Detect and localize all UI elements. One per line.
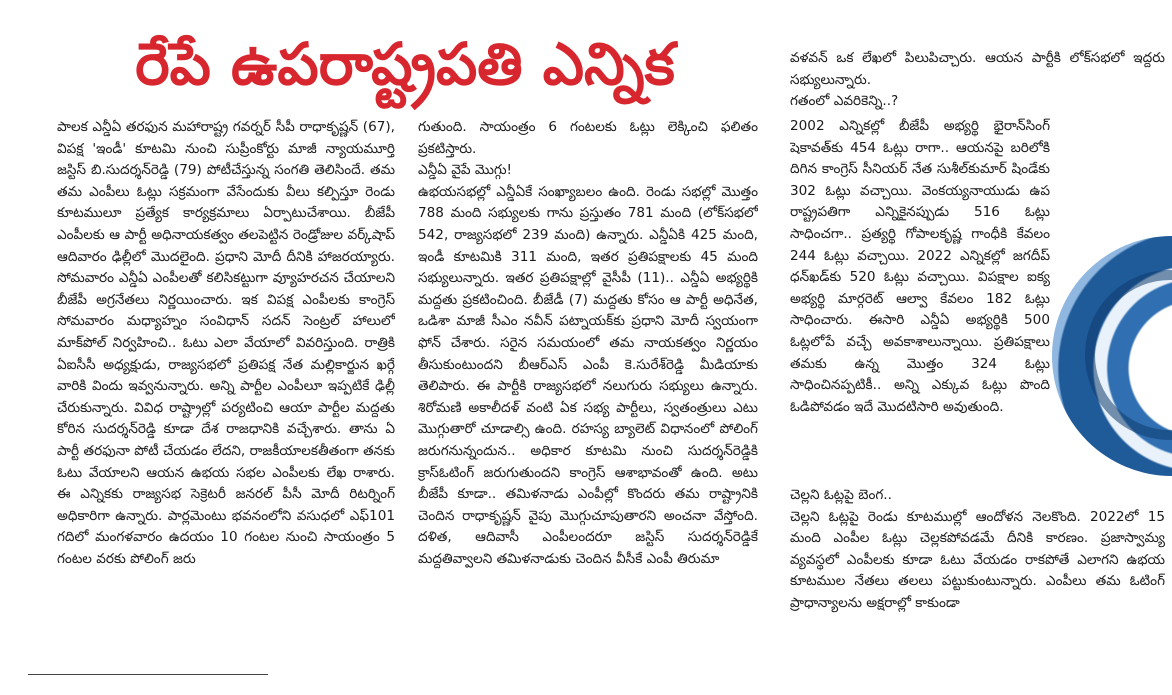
article-column-3-bottom [790, 485, 1165, 670]
subheading: చెల్లని ఓట్లపై బెంగ.. [790, 487, 892, 503]
paragraph: చెల్లని ఓట్లపై రెండు కూటముల్లో ఆందోళన నెలకొంది. 2022లో 15 మంది ఎంపీల ఓట్లు చెల్లకపోవడమే దీనికి కారణం. ప్రజాస్వామ్య వ్యవస్థలో ఎంపీలకు కూడా ఓటు వేయడం రాకపోతే ఎలాగని ఉభయ కూటముల నేతలు తలలు పట్టుకుంటున్నారు. ఎంపీలు తమ ఓటింగ్ ప్రాధాన్యాలను అక్షరాల్లో కాకుండా [790, 508, 1165, 611]
subheading: గతంలో ఎవరికెన్ని..? [790, 93, 899, 110]
article-headline: రేపే ఉపరాష్ట్రపతి ఎన్నిక [135, 30, 675, 98]
article-column-1 [57, 117, 395, 662]
divider [28, 674, 268, 675]
article-column-3-middle [790, 116, 1050, 481]
subheading: ఎన్డీఏ వైపే మొగ్గు! [418, 162, 513, 179]
paragraph: వళవన్ ఒక లేఖలో పిలుపిచ్చారు. ఆయన పార్టీకి లోక్‌సభలో ఇద్దరు సభ్యులున్నారు. [790, 50, 1165, 88]
paragraph: 2002 ఎన్నికల్లో బీజేపీ అభ్యర్థి భైరాన్‌సింగ్ షెకావత్‌కు 454 ఓట్లు రాగా.. ఆయనపై బరిలోకి దిగిన కాంగ్రెస్ సీనియర్ నేత సుశీల్‌కుమార్ షిండేకు 302 ఓట్లు వచ్చాయి. వెంకయ్యనాయుడు ఉప రాష్ట్రపతిగా ఎన్నికైనప్పుడు 516 ఓట్లు సాధించగా.. ప్రత్యర్థి గోపాలకృష్ణ గాంధీకి కేవలం 244 ఓట్లు వచ్చాయి. 2022 ఎన్నికల్లో జగదీప్ ధన్‌ఖడ్‌కు 520 ఓట్లు వచ్చాయి. విపక్షాల ఐక్య అభ్యర్థి మార్గరెట్ ఆల్వా కేవలం 182 ఓట్లు సాధించారు. ఈసారి ఎన్డీఏ అభ్యర్థికి 500 ఓట్లలోపే వచ్చే అవకాశాలున్నాయి. ప్రతిపక్షాలు తమకు ఉన్న మొత్తం 324 ఓట్లు సాధించినప్పటికీ.. అన్ని ఎక్కువ ఓట్లు పొంది ఓడిపోవడం ఇదే మొదటిసారి అవుతుంది. [790, 118, 1050, 415]
paragraph: గుతుంది. సాయంత్రం 6 గంటలకు ఓట్లు లెక్కించి ఫలితం ప్రకటిస్తారు. [418, 119, 758, 157]
article-column-2 [418, 117, 758, 662]
paragraph: పాలక ఎన్డీఏ తరఫున మహారాష్ట్ర గవర్నర్ సీపీ రాధాకృష్ణన్ (67), విపక్ష 'ఇండీ' కూటమి నుంచి సుప్రీంకోర్టు మాజీ న్యాయమూర్తి జస్టిస్ బి.సుదర్శన్‌రెడ్డి (79) పోటీచేస్తున్న సంగతి తెలిసిందే. తమ తమ ఎంపీలు ఓట్లు సక్రమంగా వేసేందుకు వీలు కల్పిస్తూ రెండు కూటములూ ప్రత్యేక కార్యక్రమాలు ఏర్పాటుచేశాయి. బీజేపీ ఎంపీలకు ఆ పార్టీ అధినాయకత్వం తలపెట్టిన రెండ్రోజుల వర్క్‌షాప్ ఆదివారం ఢిల్లీలో మొదలైంది. ప్రధాని మోదీ దీనికి హాజరయ్యారు. సోమవారం ఎన్డీఏ ఎంపీలతో కలిసికట్టుగా వ్యూహరచన చేయాలని బీజేపీ అగ్రనేతలు నిర్ణయించారు. ఇక విపక్ష ఎంపీలకు కాంగ్రెస్ సోమవారం మధ్యాహ్నం సంవిధాన్ సదన్ సెంట్రల్ హాలులో మాక్‌పోల్ నిర్వహించి.. ఓటు ఎలా వేయాలో వివరిస్తుంది. రాత్రికి ఏఐసీసీ అధ్యక్షుడు, రాజ్యసభలో ప్రతిపక్ష నేత మల్లికార్జున ఖర్గే వారికి విందు ఇవ్వనున్నారు. అన్ని పార్టీల ఎంపీలూ ఇప్పటికే ఢిల్లీ చేరుకున్నారు. వివిధ రాష్ట్రాల్లో పర్యటించి ఆయా పార్టీల మద్దతు కోరిన సుదర్శన్‌రెడ్డి కూడా దేశ రాజధానికి వచ్చేశారు. తాను ఏ పార్టీ తరఫునా పోటీ చేయడం లేదని, రాజకీయాలకతీతంగా తనకు ఓటు వేయాలని ఆయన ఉభయ సభల ఎంపీలకు లేఖ రాశారు. ఈ ఎన్నికకు రాజ్యసభ సెక్రెటరీ జనరల్ పీసీ మోదీ రిటర్నింగ్ అధికారిగా ఉన్నారు. పార్లమెంటు భవనంలోని వసుధలో ఎఫ్101 గదిలో మంగళవారం ఉదయం 10 గంటల నుంచి సాయంత్రం 5 గంటల వరకు పోలింగ్ జరు [57, 119, 395, 567]
paragraph: ఉభయసభల్లో ఎన్డీఏకే సంఖ్యాబలం ఉంది. రెండు సభల్లో మొత్తం 788 మంది సభ్యులకు గాను ప్రస్తుతం 781 మంది (లోక్‌సభలో 542, రాజ్యసభలో 239 మంది) ఉన్నారు. ఎన్డీఏకి 425 మంది, ఇండీ కూటమికి 311 మంది, ఇతర ప్రతిపక్షాలకు 45 మంది సభ్యులున్నారు. ఇతర ప్రతిపక్షాల్లో వైసీపీ (11).. ఎన్డీఏ అభ్యర్థికి మద్దతు ప్రకటించింది. బీజేడీ (7) మద్దతు కోసం ఆ పార్టీ అధినేత, ఒడిశా మాజీ సీఎం నవీన్ పట్నాయక్‌కు ప్రధాని మోదీ స్వయంగా ఫోన్ చేశారు. సరైన సమయంలో తమ నాయకత్వం నిర్ణయం తీసుకుంటుందని బీఆర్ఎస్ ఎంపీ కె.సురేశ్‌రెడ్డి మీడియాకు తెలిపారు. ఈ పార్టీకి రాజ్యసభలో నలుగురు సభ్యులు ఉన్నారు. శిరోమణి అకాలీదళ్ వంటి ఏక సభ్య పార్టీలు, స్వతంత్రులు ఎటు మొగ్గుతారో చూడాల్సి ఉంది. రహస్య బ్యాలెట్ విధానంలో పోలింగ్ జరుగనున్నందున.. అధికార కూటమి నుంచి సుదర్శన్‌రెడ్డికి క్రాస్‌ఓటింగ్ జరుగుతుందని కాంగ్రెస్ ఆశాభావంతో ఉంది. అటు బీజేపీ కూడా.. తమిళనాడు ఎంపీల్లో కొందరు తమ రాష్ట్రానికి చెందిన రాధాకృష్ణన్ వైపు మొగ్గుచూపుతారని అంచనా వేస్తోంది. దళిత, ఆదివాసీ ఎంపీలందరూ జస్టిస్ సుదర్శన్‌రెడ్డికే మద్దతివ్వాలని తమిళనాడుకు చెందిన వీసీకే ఎంపీ తిరుమా [418, 183, 758, 567]
